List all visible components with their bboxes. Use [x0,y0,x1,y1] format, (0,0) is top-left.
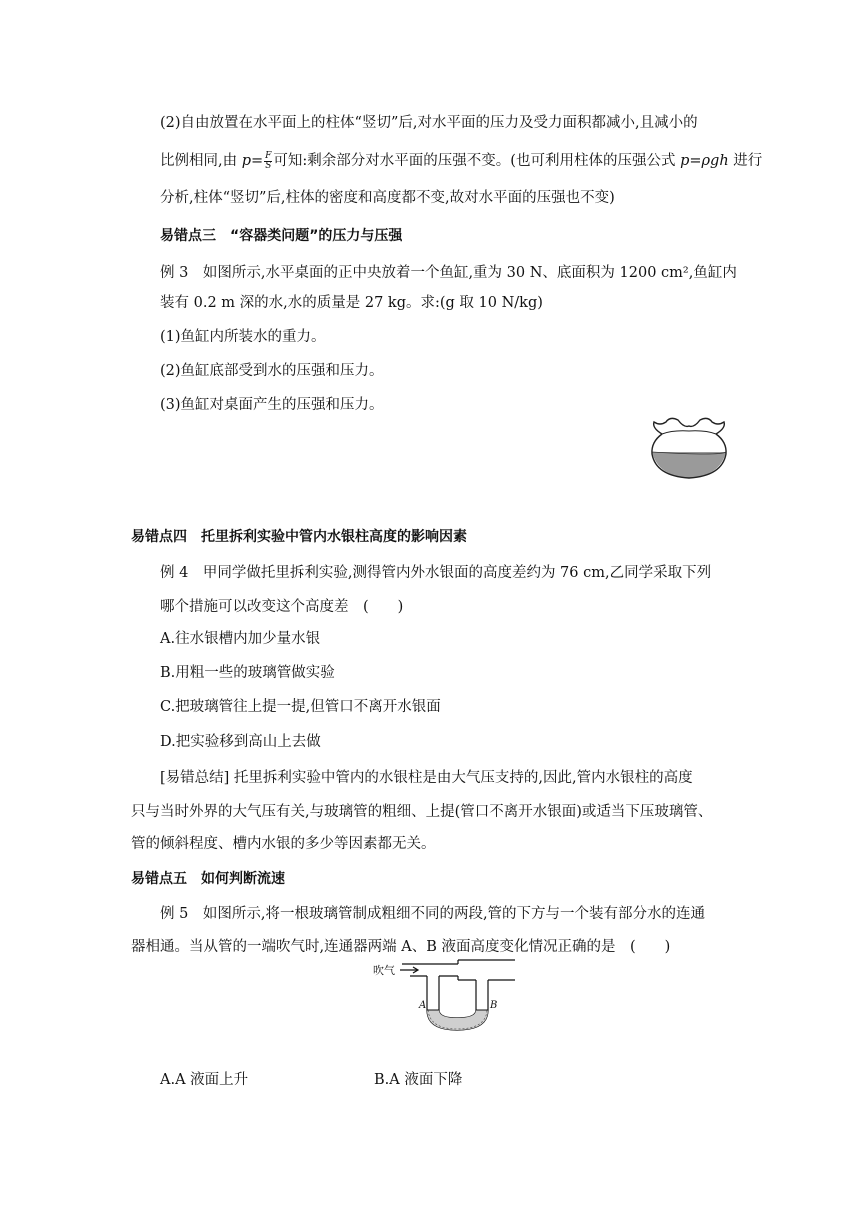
example-line: 哪个措施可以改变这个高度差 ( ) [160,599,404,615]
example-line: 例 3 如图所示,水平桌面的正中央放着一个鱼缸,重为 30 N、底面积为 1200 cm²,鱼缸内 [160,265,737,281]
pressure-symbol: p [241,153,252,169]
paragraph-line [160,151,762,171]
example-line: 例 5 如图所示,将一根玻璃管制成粗细不同的两段,管的下方与一个装有部分水的连通 [160,906,706,922]
choice-b: B.A 液面下降 [374,1072,463,1088]
summary-line: [易错总结] 托里拆利实验中管内的水银柱是由大气压支持的,因此,管内水银柱的高度 [160,770,693,786]
question-item: (2)鱼缸底部受到水的压强和压力。 [160,363,384,379]
example-line: 装有 0.2 m 深的水,水的质量是 27 kg。求:(g 取 10 N/kg) [160,295,543,311]
example-line: 例 4 甲同学做托里拆利实验,测得管内外水银面的高度差约为 76 cm,乙同学采取下列 [160,565,712,581]
blow-label: 吹气 [373,964,395,977]
summary-line: 管的倾斜程度、槽内水银的多少等因素都无关。 [131,836,436,852]
choice-c: C.把玻璃管往上提一提,但管口不离开水银面 [160,699,441,715]
fraction-numerator: F [265,150,272,161]
choice-d: D.把实验移到高山上去做 [160,734,321,750]
fraction-denominator: S [265,160,272,171]
section-heading: 易错点五 如何判断流速 [131,871,285,887]
fish-tank-figure [648,414,730,494]
text-segment: 进行 [728,153,763,169]
question-item: (1)鱼缸内所装水的重力。 [160,329,326,345]
summary-line: 只与当时外界的大气压有关,与玻璃管的粗细、上提(管口不离开水银面)或适当下压玻璃管、 [131,804,713,820]
section-heading: 易错点四 托里拆利实验中管内水银柱高度的影响因素 [131,529,467,545]
equals-sign: = [251,153,264,169]
example-line: 器相通。当从管的一端吹气时,连通器两端 A、B 液面高度变化情况正确的是 ( ) [131,939,671,955]
fraction-f-over-s [264,152,272,171]
choice-a: A.A 液面上升 [160,1072,249,1088]
paragraph-line: 分析,柱体“竖切”后,柱体的密度和高度都不变,故对水平面的压强也不变) [160,190,615,206]
choice-b: B.用粗一些的玻璃管做实验 [160,665,335,681]
tube-connector-figure [370,958,520,1038]
choice-a: A.往水银槽内加少量水银 [160,631,321,647]
label-a: A [419,1000,427,1011]
section-heading: 易错点三 “容器类问题”的压力与压强 [160,228,403,244]
paragraph-line: (2)自由放置在水平面上的柱体“竖切”后,对水平面的压力及受力面积都减小,且减小的 [160,115,698,131]
text-segment: 可知:剩余部分对水平面的压强不变。(也可利用柱体的压强公式 [273,153,681,169]
question-item: (3)鱼缸对桌面产生的压强和压力。 [160,397,384,413]
text-segment: 比例相同,由 [160,153,242,169]
pressure-formula: p=ρgh [680,153,729,169]
water-fill [652,452,726,478]
label-b: B [490,1000,498,1011]
